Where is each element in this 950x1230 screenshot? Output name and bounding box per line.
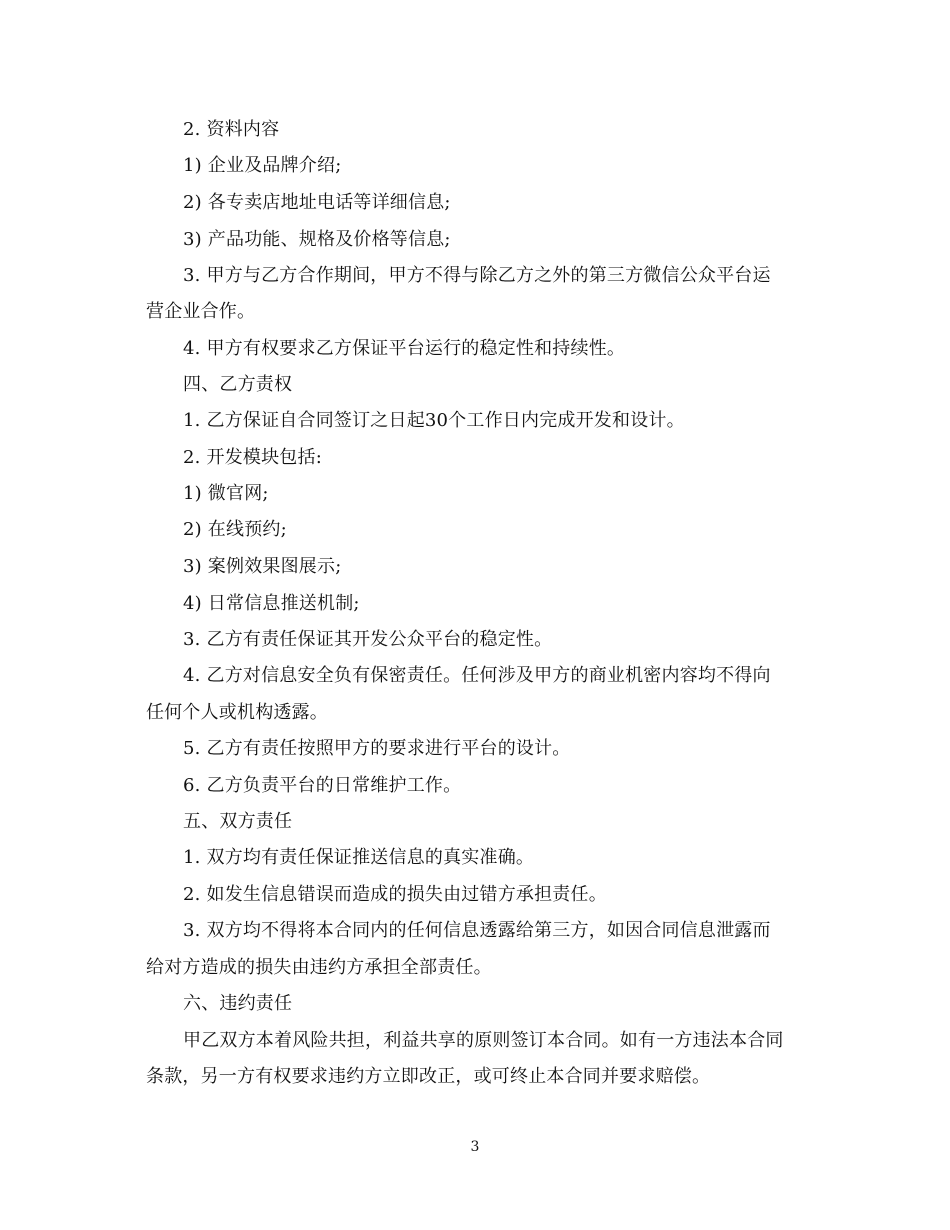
section-heading: 六、违约责任: [183, 993, 293, 1014]
text-line: 任何个人或机构透露。: [146, 702, 328, 723]
text-line: 5. 乙方有责任按照甲方的要求进行平台的设计。: [183, 738, 571, 759]
text-line: 4. 甲方有权要求乙方保证平台运行的稳定性和持续性。: [183, 338, 626, 359]
text-line: 条款，另一方有权要求违约方立即改正，或可终止本合同并要求赔偿。: [146, 1066, 711, 1087]
text-line: 2. 如发生信息错误而造成的损失由过错方承担责任。: [183, 884, 607, 905]
section-heading: 五、双方责任: [183, 811, 293, 832]
text-line: 营企业合作。: [146, 301, 256, 322]
text-line: 甲乙双方本着风险共担，利益共享的原则签订本合同。如有一方违法本合同: [183, 1030, 784, 1051]
text-line: 1. 乙方保证自合同签订之日起30个工作日内完成开发和设计。: [183, 410, 685, 431]
text-line: 2. 资料内容: [183, 119, 280, 140]
page-number: 3: [470, 1139, 480, 1155]
section-heading: 四、乙方责权: [183, 374, 293, 395]
text-line: 2) 各专卖店地址电话等详细信息;: [183, 192, 451, 213]
text-line: 3. 乙方有责任保证其开发公众平台的稳定性。: [183, 629, 553, 650]
text-line: 3) 案例效果图展示;: [183, 556, 342, 577]
text-line: 4) 日常信息推送机制;: [183, 593, 360, 614]
text-line: 3. 甲方与乙方合作期间，甲方不得与除乙方之外的第三方微信公众平台运: [183, 265, 771, 286]
text-line: 1) 微官网;: [183, 483, 269, 504]
text-line: 6. 乙方负责平台的日常维护工作。: [183, 775, 462, 796]
text-line: 1) 企业及品牌介绍;: [183, 155, 342, 176]
text-line: 2) 在线预约;: [183, 519, 287, 540]
text-line: 给对方造成的损失由违约方承担全部责任。: [146, 957, 492, 978]
text-line: 2. 开发模块包括:: [183, 447, 322, 468]
text-line: 1. 双方均有责任保证推送信息的真实准确。: [183, 847, 535, 868]
text-line: 4. 乙方对信息安全负有保密责任。任何涉及甲方的商业机密内容均不得向: [183, 665, 771, 686]
text-line: 3) 产品功能、规格及价格等信息;: [183, 229, 451, 250]
text-line: 3. 双方均不得将本合同内的任何信息透露给第三方，如因合同信息泄露而: [183, 920, 771, 941]
